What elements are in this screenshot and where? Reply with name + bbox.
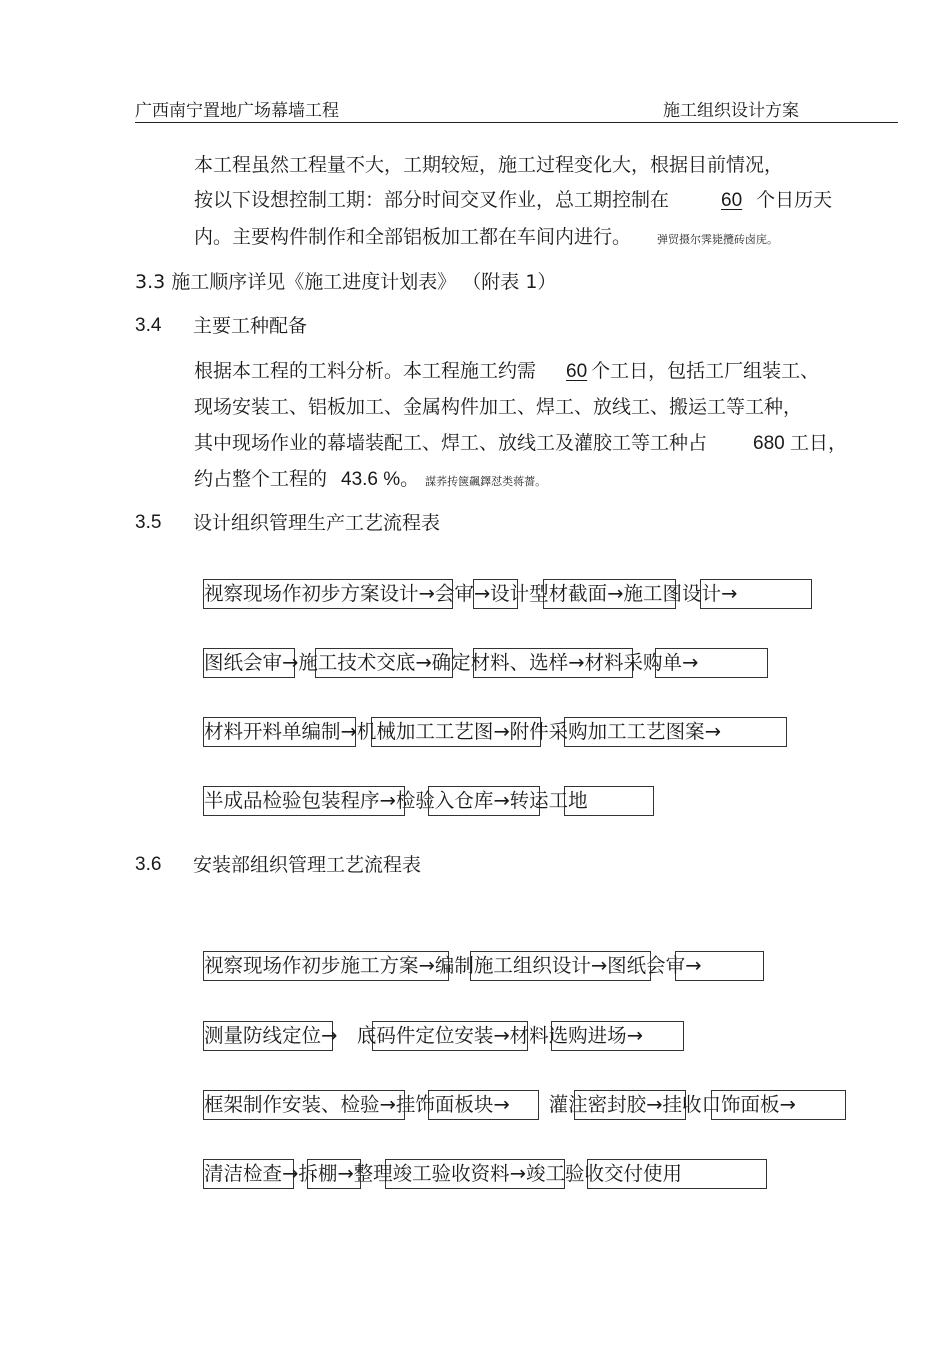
s34-noise-text: 謀荞抟箧飆鐸怼类蒋薔。 [425,475,547,488]
design-flow-row-2: 图纸会审→施工技术交底→确定材料、选样→材料采购单→ [204,651,699,674]
install-flow-row-3: 框架制作安装、检验→挂饰面板块→ 灌注密封胶→挂收口饰面板→ [204,1093,796,1116]
s34-line-3-text: 其中现场作业的幕墙装配工、焊工、放线工及灌胶工等工种占 [194,432,708,454]
header-document-title: 施工组织设计方案 [663,101,799,121]
s34-line-1-rest: 个工日，包括工厂组装工、 [591,360,820,382]
section-3-6-number: 3.6 [135,854,162,875]
s34-line-1-text: 根据本工程的工料分析。本工程施工约需 [194,360,537,382]
section-3-5-number: 3.5 [135,512,162,533]
section-3-4-title: 主要工种配备 [193,315,308,337]
intro-line-2 [194,188,832,213]
intro-line-2-text: 按以下设想控制工期：部分时间交叉作业，总工期控制在 [194,189,670,211]
s34-line-1 [194,359,819,384]
s34-line-4-text: 约占整个工程的 [194,468,328,490]
header-project-title: 广西南宁置地广场幕墙工程 [135,101,339,121]
workdays-value: 60 [566,361,588,382]
percentage-value: 43.6 %。 [341,469,420,490]
install-flow-row-2: 测量防线定位→ 底码件定位安装→材料选购进场→ [204,1024,644,1047]
section-3-6-title: 安装部组织管理工艺流程表 [193,854,422,876]
site-workdays-value: 680 工日， [753,433,847,454]
intro-line-1: 本工程虽然工程量不大，工期较短，施工过程变化大，根据目前情况， [194,154,784,176]
install-flow-row-4: 清洁检查→拆棚→整理竣工验收资料→竣工验收交付使用 [204,1162,683,1185]
section-3-3: 3.3 施工顺序详见《施工进度计划表》 （附表 1） [135,271,557,293]
design-flow-row-4: 半成品检验包装程序→检验入仓库→转运工地 [204,789,588,812]
intro-line-2-unit: 个日历天 [756,189,833,211]
section-3-5-title: 设计组织管理生产工艺流程表 [193,512,441,534]
intro-line-3 [194,225,778,252]
s34-line-3 [194,431,847,456]
intro-noise-text: 弹贸摄尔霁毙攬砖卤庑。 [657,233,779,246]
design-flow-row-1: 视察现场作初步方案设计→会审→设计型材截面→施工图设计→ [204,582,738,605]
section-3-4-number: 3.4 [135,315,162,336]
s34-line-2: 现场安装工、铝板加工、金属构件加工、焊工、放线工、搬运工等工种， [194,396,803,418]
header-divider [135,122,898,123]
total-days-value: 60 [721,190,743,211]
design-flow-row-3: 材料开料单编制→机械加工工艺图→附件采购加工工艺图案→ [204,720,722,743]
s34-line-4 [194,467,546,494]
intro-line-3-text: 内。主要构件制作和全部铝板加工都在车间内进行。 [194,226,632,248]
install-flow-row-1: 视察现场作初步施工方案→编制施工组织设计→图纸会审→ [204,954,702,977]
